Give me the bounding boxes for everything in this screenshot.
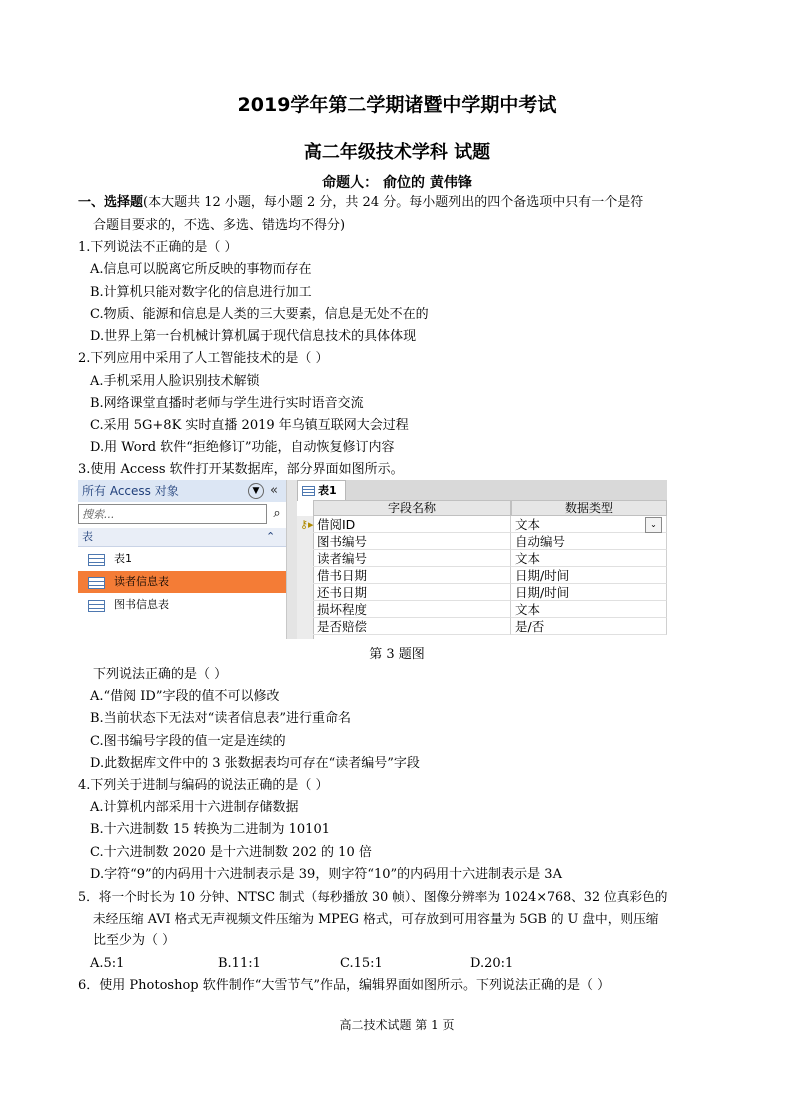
nav-table-label: 表1 xyxy=(114,552,132,565)
data-type-cell[interactable]: 日期/时间 xyxy=(511,567,667,584)
field-name-cell[interactable]: 损坏程度 xyxy=(313,601,511,618)
q4-option-c: C.十六进制数 2020 是十六进制数 202 的 10 倍 xyxy=(90,845,372,860)
tables-group-label: 表 xyxy=(82,530,93,543)
data-type-cell[interactable]: 文本 xyxy=(511,516,667,533)
chevron-down-icon[interactable]: ⌄ xyxy=(645,517,662,533)
q5-line3: 比至少为（ ） xyxy=(93,933,176,948)
q3-option-d: D.此数据库文件中的 3 张数据表均可存在“读者编号”字段 xyxy=(90,756,420,771)
search-icon[interactable]: ⌕ xyxy=(273,506,281,521)
table-icon xyxy=(88,577,105,589)
chevron-down-icon[interactable]: ▼ xyxy=(248,483,264,499)
data-type-cell[interactable]: 文本 xyxy=(511,550,667,567)
q1-option-c: C.物质、能源和信息是人类的三大要素，信息是无处不在的 xyxy=(90,307,429,322)
section-intro-text: (本大题共 12 小题，每小题 2 分，共 24 分。每小题列出的四个备选项中只有一个是符 xyxy=(143,195,644,210)
q1-option-b: B.计算机只能对数字化的信息进行加工 xyxy=(90,285,312,300)
q4-option-b: B.十六进制数 15 转换为二进制为 10101 xyxy=(90,822,330,837)
table-icon xyxy=(88,600,105,612)
table-icon xyxy=(302,486,315,496)
pane-splitter[interactable] xyxy=(287,480,297,639)
q5-option-b: B.11:1 xyxy=(218,956,261,971)
page-footer: 高二技术试题 第 1 页 xyxy=(339,1018,455,1032)
q4-stem: 4.下列关于进制与编码的说法正确的是（ ） xyxy=(78,778,329,793)
field-name-cell[interactable]: 还书日期 xyxy=(313,584,511,601)
q3-stem: 3.使用 Access 软件打开某数据库，部分界面如图所示。 xyxy=(78,462,404,477)
navigation-pane xyxy=(78,480,287,639)
q2-option-b: B.网络课堂直播时老师与学生进行实时语音交流 xyxy=(90,396,364,411)
q3-option-c: C.图书编号字段的值一定是连续的 xyxy=(90,734,286,749)
nav-table-item[interactable] xyxy=(78,548,286,570)
chevron-up-icon[interactable]: ⌃ xyxy=(266,530,276,543)
collapse-icon[interactable]: « xyxy=(270,483,278,498)
field-name-cell[interactable]: 图书编号 xyxy=(313,533,511,550)
q5-option-c: C.15:1 xyxy=(340,956,383,971)
q5-option-d: D.20:1 xyxy=(470,956,514,971)
exam-title: 2019学年第二学期诸暨中学期中考试 xyxy=(237,94,557,116)
q3-lead: 下列说法正确的是（ ） xyxy=(93,667,228,682)
column-header-type[interactable]: 数据类型 xyxy=(511,500,667,516)
section-label: 一、选择题 xyxy=(78,195,144,210)
nav-table-label: 图书信息表 xyxy=(114,598,169,611)
q1-option-a: A.信息可以脱离它所反映的事物而存在 xyxy=(90,262,312,277)
q5-line2: 未经压缩 AVI 格式无声视频文件压缩为 MPEG 格式，可存放到可用容量为 5GB 的 U 盘中，则压缩 xyxy=(93,911,659,926)
exam-authors: 命题人： 俞位的 黄伟锋 xyxy=(322,175,472,191)
search-input[interactable]: 搜索... xyxy=(78,504,267,524)
figure-caption: 第 3 题图 xyxy=(369,647,425,662)
document-tab-strip xyxy=(297,480,667,500)
nav-table-label: 读者信息表 xyxy=(114,575,169,588)
data-type-cell[interactable]: 文本 xyxy=(511,601,667,618)
nav-table-item-selected[interactable] xyxy=(78,571,286,593)
q2-stem: 2.下列应用中采用了人工智能技术的是（ ） xyxy=(78,351,329,366)
data-type-cell[interactable]: 日期/时间 xyxy=(511,584,667,601)
tab-label: 表1 xyxy=(318,484,337,497)
q2-option-a: A.手机采用人脸识别技术解锁 xyxy=(90,374,260,389)
nav-pane-header[interactable] xyxy=(78,480,286,502)
q5-option-a: A.5:1 xyxy=(90,956,125,971)
table-icon xyxy=(88,554,105,566)
field-name-cell[interactable]: 借书日期 xyxy=(313,567,511,584)
nav-pane-title: 所有 Access 对象 xyxy=(82,484,179,498)
q4-option-d: D.字符“9”的内码用十六进制表示是 39，则字符“10”的内码用十六进制表示是 3A xyxy=(90,867,562,882)
q1-stem: 1.下列说法不正确的是（ ） xyxy=(78,240,238,255)
q6-stem: 6．使用 Photoshop 软件制作“大雪节气”作品，编辑界面如图所示。下列说法正确的是（ ） xyxy=(78,978,611,993)
field-name-cell[interactable]: 是否赔偿 xyxy=(313,618,511,635)
nav-table-item[interactable] xyxy=(78,594,286,616)
column-header-field[interactable]: 字段名称 xyxy=(313,500,511,516)
section-intro-line2: 合题目要求的，不选、多选、错选均不得分) xyxy=(93,218,346,233)
data-type-cell[interactable]: 自动编号 xyxy=(511,533,667,550)
section-intro xyxy=(78,194,643,211)
tables-group-header[interactable] xyxy=(78,528,286,547)
q4-option-a: A.计算机内部采用十六进制存储数据 xyxy=(90,800,299,815)
row-selector-column[interactable] xyxy=(297,516,314,639)
q5-line1: 5．将一个时长为 10 分钟、NTSC 制式（每秒播放 30 帧）、图像分辨率为 1024×768、32 位真彩色的 xyxy=(78,889,668,904)
tab-table1[interactable] xyxy=(297,480,346,501)
q2-option-d: D.用 Word 软件“拒绝修订”功能，自动恢复修订内容 xyxy=(90,440,395,455)
primary-key-icon: ⚷▸ xyxy=(300,518,314,531)
design-grid xyxy=(297,480,667,639)
q1-option-d: D.世界上第一台机械计算机属于现代信息技术的具体体现 xyxy=(90,329,417,344)
field-name-cell[interactable]: 借阅ID xyxy=(313,516,511,533)
field-name-cell[interactable]: 读者编号 xyxy=(313,550,511,567)
q3-option-b: B.当前状态下无法对“读者信息表”进行重命名 xyxy=(90,711,351,726)
q2-option-c: C.采用 5G+8K 实时直播 2019 年乌镇互联网大会过程 xyxy=(90,418,409,433)
exam-subtitle: 高二年级技术学科 试题 xyxy=(303,142,491,163)
access-figure xyxy=(78,480,667,639)
q3-option-a: A.“借阅 ID”字段的值不可以修改 xyxy=(90,689,280,704)
data-type-cell[interactable]: 是/否 xyxy=(511,618,667,635)
